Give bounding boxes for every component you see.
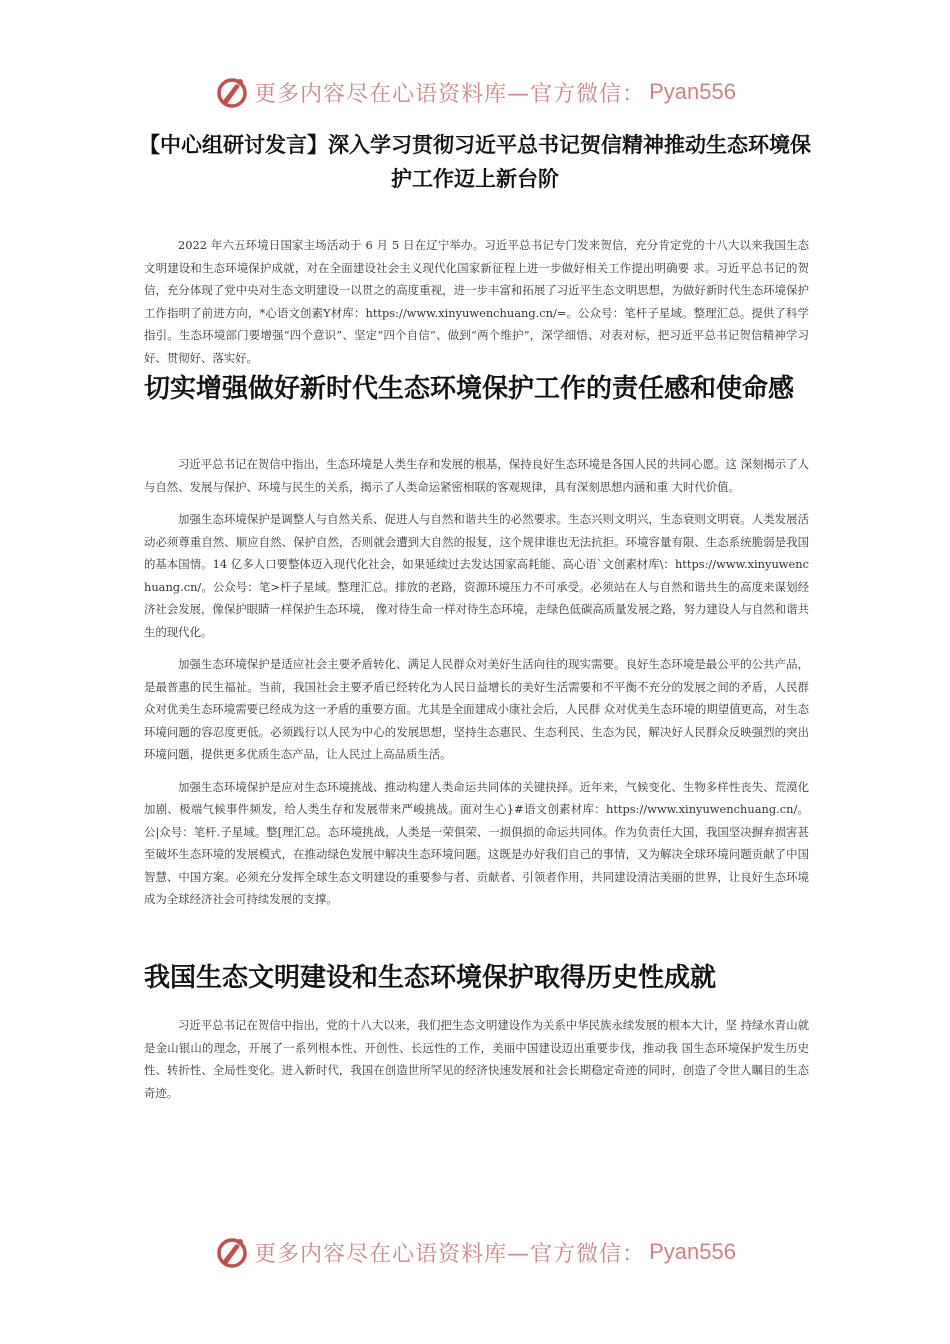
section1-body — [144, 453, 809, 911]
brush-logo-icon — [214, 1234, 250, 1270]
document-title: 【中心组研讨发言】深入学习贯彻习近平总书记贺信精神推动生态环境保护工作迈上新台阶 — [139, 133, 811, 191]
banner-text: 更多内容尽在心语资料库—官方微信： — [254, 1241, 646, 1267]
section1-paragraph: 加强生态环境保护是应对生态环境挑战、推动构建人类命运共同体的关键抉择。近年来，气候变化、生物多样性丧失、荒漠化加剧、极端气候事件频发，给人类生存和发展带来严峻挑战。面对生心}#语文创素材库：https://www.xinyuwenchuang.cn/。公|众号：笔杆.子星域。整[理汇总。态环境挑战，人类是一荣俱荣、一损俱损的命运共同体。作为负责任大国，我国坚决摒弃损害甚至破坏生态环境的发展模式，在推动绿色发展中解决生态环境问题。这既是办好我们自己的事情，又为解决全球环境问题贡献了中国智慧、中国方案。必须充分发挥全球生态文明建设的重要参与者、贡献者、引领者作用，共同建设清洁美丽的世界，让良好生态环境成为全球经济社会可持续发展的支撑。 — [144, 779, 809, 906]
section2-heading: 我国生态文明建设和生态环境保护取得历史性成就 — [144, 963, 717, 993]
section2-body — [144, 1014, 809, 1104]
section1-heading: 切实增强做好新时代生态环境保护工作的责任感和使命感 — [144, 374, 795, 404]
brush-logo-icon — [214, 74, 250, 110]
section1-paragraph: 加强生态环境保护是适应社会主要矛盾转化、满足人民群众对美好生活向往的现实需要。良好生态环境是最公平的公共产品，是最普惠的民生福祉。当前，我国社会主要矛盾已经转化为人民日益增长的美好生活需要和不平衡不充分的发展之间的矛盾，人民群众对优美生态环境需要已经成为这一矛盾的重要方面。尤其是全面建成小康社会后，人民群 众对优美生态环境的期望值更高，对生态环境问题的容忍度更低。必须践行以人民为中心的发展思想，坚持生态惠民、生态利民、生态为民，解决好人民群众反映强烈的突出环境问题，提供更多优质生态产品，让人民过上高品质生活。 — [144, 657, 809, 761]
intro-paragraph: 2022 年六五环境日国家主场活动于 6 月 5 日在辽宁举办。习近平总书记专门发来贺信，充分肯定党的十八大以来我国生态文明建设和生态环境保护成就，对在全面建设社会主义现代化国家新征程上进一步做好相关工作提出明确要 求。习近平总书记的贺信，充分体现了党中央对生态文明建设一以贯之的高度重视，进一步丰富和拓展了习近平生态文明思想，为做好新时代生态环境保护工作指明了前进方向，*心语文创素Y材库：https://www.xinyuwenchuang.cn/=。公众号：笔杆子星域。整理汇总。提供了科学指引。生态环境部门要增强“四个意识”、坚定“四个自信”、做到“两个维护”，深学细悟、对表对标，把习近平总书记贺信精神学习好、贯彻好、落实好。 — [144, 238, 809, 365]
banner-wechat-id: Pyan556 — [649, 1239, 736, 1264]
section1-heading-block — [144, 374, 809, 405]
intro-block — [144, 234, 809, 369]
footer-banner — [0, 1230, 950, 1274]
section1-paragraph: 习近平总书记在贺信中指出，生态环境是人类生存和发展的根基，保持良好生态环境是各国人民的共同心愿。这 深刻揭示了人与自然、发展与保护、环境与民生的关系，揭示了人类命运紧密相联的客观规律，具有深刻思想内涵和重 大时代价值。 — [144, 457, 809, 494]
banner-text: 更多内容尽在心语资料库—官方微信： — [254, 81, 646, 107]
header-banner — [0, 70, 950, 114]
section1-paragraph: 加强生态环境保护是调整人与自然关系、促进人与自然和谐共生的必然要求。生态兴则文明兴，生态衰则文明衰。人类发展活动必须尊重自然、顺应自然、保护自然，否则就会遭到大自然的报复，这个规律谁也无法抗拒。环境容量有限、生态系统脆弱是我国的基本国情。14 亿多人口要整体迈入现代化社会，如果延续过去发达国家高耗能、高心语`文创素材库\：https://www.xinyuwenchuang.cn/。公众号：笔>杆子星域。整理汇总。排放的老路，资源环境压力不可承受。必须站在人与自然和谐共生的高度来谋划经济社会发展，像保护眼睛一样保护生态环境， 像对待生命一样对待生态环境，走绿色低碳高质量发展之路，努力建设人与自然和谐共生的现代化。 — [144, 512, 809, 639]
banner-wechat-id: Pyan556 — [649, 79, 736, 104]
section2-heading-block — [144, 963, 809, 994]
section2-paragraph: 习近平总书记在贺信中指出，党的十八大以来，我们把生态文明建设作为关系中华民族永续发展的根本大计，坚 持绿水青山就是金山银山的理念，开展了一系列根本性、开创性、长远性的工作，美丽中国建设迈出重要步伐，推动我 国生态环境保护发生历史性、转折性、全局性变化。进入新时代，我国在创造世所罕见的经济快速发展和社会长期稳定奇迹的同时，创造了令世人瞩目的生态奇迹。 — [144, 1018, 809, 1100]
